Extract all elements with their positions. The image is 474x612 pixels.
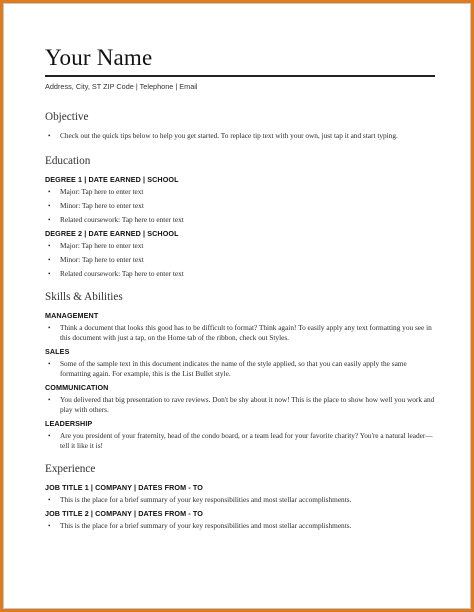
- degree-2-heading[interactable]: DEGREE 2 | DATE EARNED | SCHOOL: [45, 229, 179, 238]
- objective-list: [45, 131, 437, 141]
- sales-heading[interactable]: SALES: [45, 347, 70, 356]
- list-item[interactable]: • You delivered that big presentation to rave reviews. Don't be shy about it now! This is the place to show how well you work and play with others.: [45, 395, 437, 415]
- job-2-list: [45, 521, 437, 531]
- leadership-list: [45, 431, 437, 451]
- communication-list: [45, 395, 437, 415]
- list-item[interactable]: • Minor: Tap here to enter text: [45, 255, 437, 265]
- list-item[interactable]: • This is the place for a brief summary of your key responsibilities and most stellar accomplishments.: [45, 521, 437, 531]
- contact-line[interactable]: Address, City, ST ZIP Code | Telephone | Email: [45, 82, 198, 91]
- list-item[interactable]: • Related coursework: Tap here to enter text: [45, 215, 437, 225]
- management-heading[interactable]: MANAGEMENT: [45, 311, 99, 320]
- degree-1-heading[interactable]: DEGREE 1 | DATE EARNED | SCHOOL: [45, 175, 179, 184]
- education-title: Education: [45, 155, 91, 167]
- objective-title: Objective: [45, 111, 89, 123]
- degree-1-list: [45, 187, 437, 225]
- experience-title: Experience: [45, 463, 96, 475]
- job-1-heading[interactable]: JOB TITLE 1 | COMPANY | DATES FROM - TO: [45, 483, 203, 492]
- job-1-list: [45, 495, 437, 505]
- list-item[interactable]: • Are you president of your fraternity, head of the condo board, or a team lead for your favorite charity? You're a natural leader—tell it like it is!: [45, 431, 437, 451]
- list-item[interactable]: • Major: Tap here to enter text: [45, 241, 437, 251]
- list-item[interactable]: • Major: Tap here to enter text: [45, 187, 437, 197]
- list-item[interactable]: • This is the place for a brief summary of your key responsibilities and most stellar accomplishments.: [45, 495, 437, 505]
- management-list: [45, 323, 437, 343]
- list-item[interactable]: • Some of the sample text in this document indicates the name of the style applied, so that you can easily apply the same formatting again. For example, this is the List Bullet style.: [45, 359, 437, 379]
- leadership-heading[interactable]: LEADERSHIP: [45, 419, 93, 428]
- resume-content: [45, 44, 437, 535]
- job-2-heading[interactable]: JOB TITLE 2 | COMPANY | DATES FROM - TO: [45, 509, 203, 518]
- degree-2-list: [45, 241, 437, 279]
- list-item[interactable]: • Related coursework: Tap here to enter text: [45, 269, 437, 279]
- sales-list: [45, 359, 437, 379]
- resume-page: [3, 3, 471, 609]
- resume-name[interactable]: Your Name: [45, 45, 153, 70]
- header-rule: [45, 75, 435, 77]
- list-item[interactable]: • Think a document that looks this good has to be difficult to format? Think again! To easily apply any text formatting you see in this document with just a tap, on the Home tab of the ribbon, check out Styles.: [45, 323, 437, 343]
- list-item[interactable]: • Minor: Tap here to enter text: [45, 201, 437, 211]
- communication-heading[interactable]: COMMUNICATION: [45, 383, 109, 392]
- skills-title: Skills & Abilities: [45, 291, 123, 303]
- list-item[interactable]: • Check out the quick tips below to help you get started. To replace tip text with your own, just tap it and start typing.: [45, 131, 437, 141]
